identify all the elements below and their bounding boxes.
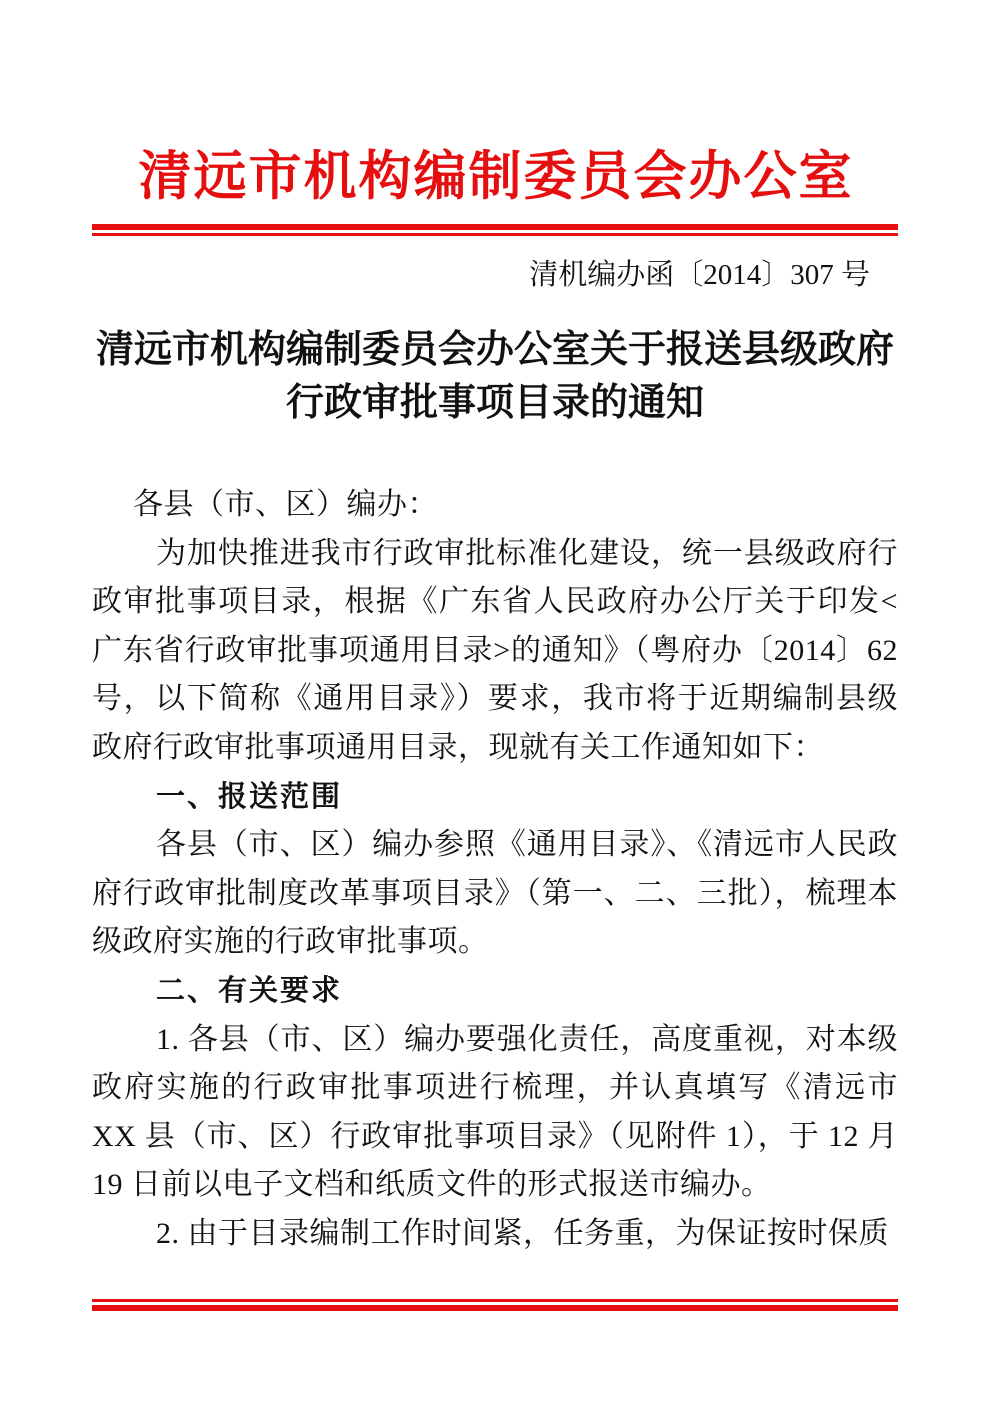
header-double-rule xyxy=(92,224,898,236)
footer-rule-thin xyxy=(92,1299,898,1302)
paragraph-requirement-2: 2. 由于目录编制工作时间紧，任务重，为保证按时保质 xyxy=(156,1216,889,1250)
footer-rule-thick xyxy=(92,1305,898,1311)
doc-body xyxy=(92,481,898,1259)
header-rule-thick xyxy=(92,224,898,230)
header-rule-thin xyxy=(92,233,898,236)
doc-title: 清远市机构编制委员会办公室关于报送县级政府行政审批事项目录的通知 xyxy=(95,329,894,424)
paragraph-requirement-1: 1. 各县（市、区）编办要强化责任，高度重视，对本级政府实施的行政审批事项进行梳理，并认真填写《清远市 XX 县（市、区）行政审批事项目录》（见附件 1），于 12 月 19 日前以电子文档和纸质文件的形式报送市编办。 xyxy=(92,1022,898,1202)
footer-double-rule xyxy=(92,1299,898,1311)
salutation: 各县（市、区）编办： xyxy=(133,488,438,521)
section-heading-1: 一、报送范围 xyxy=(156,780,343,813)
section-heading-2: 二、有关要求 xyxy=(156,974,343,1007)
paragraph-scope: 各县（市、区）编办参照《通用目录》、《清远市人民政府行政审批制度改革事项目录》（第一、二、三批），梳理本级政府实施的行政审批事项。 xyxy=(92,828,898,959)
letterhead-org-title: 清远市机构编制委员会办公室 xyxy=(138,148,854,206)
doc-number: 清机编办函〔2014〕307 号 xyxy=(529,259,870,291)
paragraph-intro: 为加快推进我市行政审批标准化建设，统一县级政府行政审批事项目录，根据《广东省人民政府办公厅关于印发<广东省行政审批事项通用目录>的通知》（粤府办〔2014〕62 号，以下简称《通用目录》）要求，我市将于近期编制县级政府行政审批事项通用目录，现就有关工作通知如下： xyxy=(92,536,898,764)
